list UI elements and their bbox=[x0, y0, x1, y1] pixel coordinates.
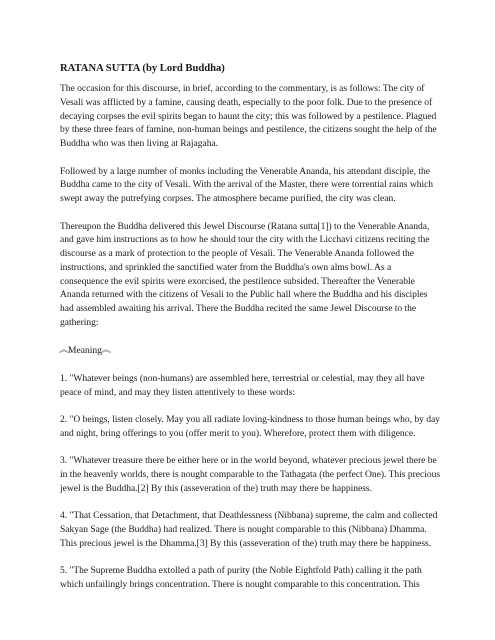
ornament-left-icon: ︽ bbox=[58, 345, 70, 355]
document-page bbox=[60, 62, 441, 606]
meaning-heading-row bbox=[60, 343, 441, 358]
verse-1: 1. "Whatever beings (non-humans) are assembled here, terrestrial or celestial, may they all have peace of mind, and may they listen attentively to these words: bbox=[60, 372, 425, 398]
verse-3: 3. "Whatever treasure there be either here or in the world beyond, whatever precious jewel there be in the heavenly worlds, there is nought comparable to the Tathagata (the perfect One). This precious jewel is the Buddha.[2] By this (asseveration of the) truth may there be happiness. bbox=[60, 455, 441, 494]
meaning-heading: Meaning bbox=[68, 345, 102, 357]
intro-paragraph-2: Followed by a large number of monks including the Venerable Ananda, his attendant disciple, the Buddha came to the city of Vesali. With the arrival of the Master, there were torrential rains which swept away the putrefying corpses. The atmosphere became purified, the city was clean. bbox=[60, 165, 434, 204]
intro-paragraph-1: The occasion for this discourse, in brief, according to the commentary, is as follows: The city of Vesali was afflicted by a famine, causing death, especially to the poor folk. Due to the presence of decaying corpses the evil spirits began to haunt the city; this was followed by a pestilence. Plagued by these three fears of famine, non-human beings and pestilence, the citizens sought the help of the Buddha who was then living at Rajagaha. bbox=[60, 83, 437, 149]
document-title: RATANA SUTTA (by Lord Buddha) bbox=[60, 63, 225, 74]
verse-5: 5. "The Supreme Buddha extolled a path of purity (the Noble Eightfold Path) calling it the path which unfailingly brings concentration. There is nought comparable to this concentration. This bbox=[60, 565, 422, 590]
verse-4: 4. "That Cessation, that Detachment, that Deathlessness (Nibbana) supreme, the calm and collected Sakyan Sage (the Buddha) had realized. There is nought comparable to this (Nibbana) Dhamma. This precious jewel is the Dhamma.[3] By this (asseveration of the) truth may there be happiness. bbox=[60, 510, 438, 549]
verse-2: 2. "O beings, listen closely. May you all radiate loving-kindness to those human beings who, by day and night, bring offerings to you (offer merit to you). Wherefore, protect them with diligence. bbox=[60, 414, 440, 439]
ornament-right-icon: ︽ bbox=[100, 345, 112, 355]
intro-paragraph-3: Thereupon the Buddha delivered this Jewel Discourse (Ratana sutta[1]) to the Venerable Ananda, and gave him instructions as to how he should tour the city with the Licchavi citizens reciting the discourse as a mark of protection to the people of Vesali. The Venerable Ananda followed the instructions, and sprinkled the sanctified water from the Buddha's own alms bowl. As a consequence the evil spirits were exorcised, the pestilence subsided. Thereafter the Venerable Ananda returned with the citizens of Vesali to the Public hall where the Buddha and his disciples had assembled awaiting his arrival. There the Buddha recited the same Jewel Discourse to the gathering: bbox=[60, 220, 430, 328]
